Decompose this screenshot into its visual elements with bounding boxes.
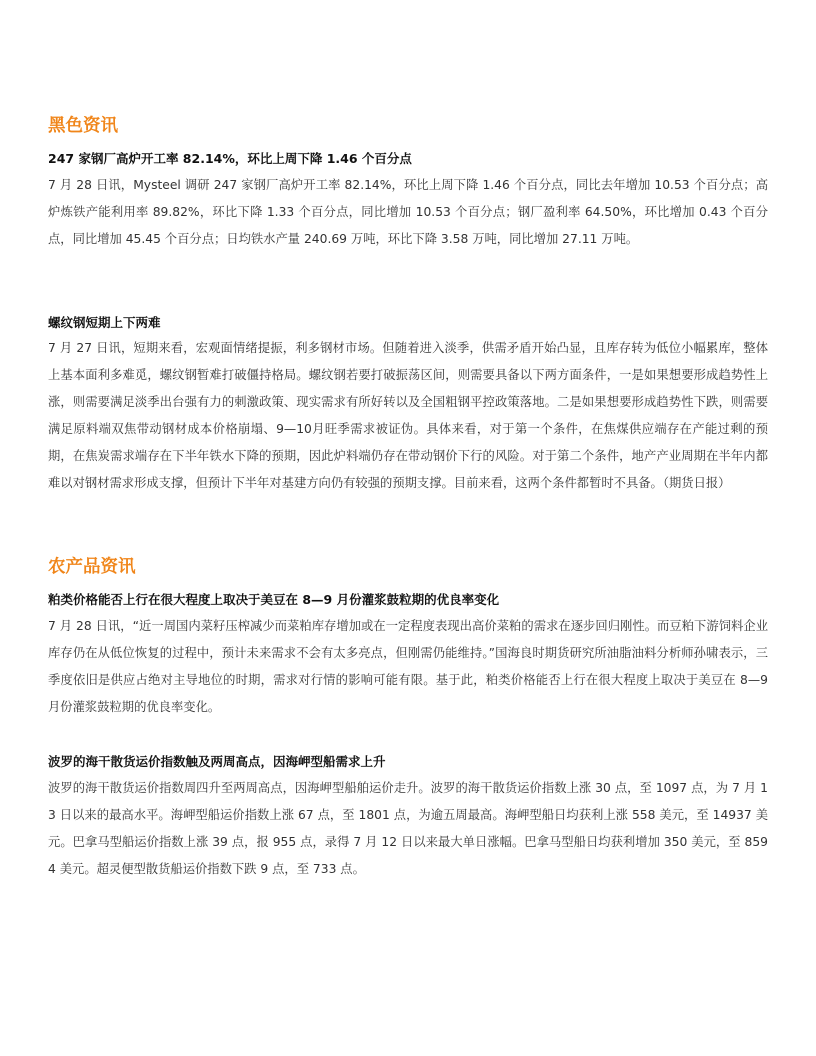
article-body: 7 月 27 日讯，短期来看，宏观面情绪提振，利多钢材市场。但随着进入淡季，供需矛盾开始凸显，且库存转为低位小幅累库，整体上基本面利多难觅，螺纹钢暂难打破僵持格局。螺纹钢若要打破振荡区间，则需要具备以下两方面条件，一是如果想要形成趋势性上涨，则需要满足淡季出台强有力的刺激政策、现实需求有所好转以及全国粗钢平控政策落地。二是如果想要形成趋势性下跌，则需要满足原料端双焦带动钢材成本价格崩塌、9—10月旺季需求被证伪。具体来看，对于第一个条件，在焦煤供应端存在产能过剩的预期，在焦炭需求端存在下半年铁水下降的预期，因此炉料端仍存在带动钢价下行的风险。对于第二个条件，地产产业周期在半年内都难以对钢材需求形成支撑，但预计下半年对基建方向仍有较强的预期支撑。目前来看，这两个条件都暂时不具备。（期货日报） xyxy=(48,341,768,490)
article-title: 螺纹钢短期上下两难 xyxy=(48,315,161,330)
article-body: 波罗的海干散货运价指数周四升至两周高点，因海岬型船舶运价走升。波罗的海干散货运价指数上涨 30 点，至 1097 点，为 7 月 13 日以来的最高水平。海岬型船运价指数上涨 67 点，至 1801 点，为逾五周最高。海岬型船日均获利上涨 558 美元，至 14937 美元。巴拿马型船运价指数上涨 39 点，报 955 点，录得 7 月 12 日以来最大单日涨幅。巴拿马型船日均获利增加 350 美元，至 8594 美元。超灵便型散货船运价指数下跌 9 点，至 733 点。 xyxy=(48,781,768,876)
article-body: 7 月 28 日讯，“近一周国内菜籽压榨减少而菜粕库存增加或在一定程度表现出高价菜粕的需求在逐步回归刚性。而豆粕下游饲料企业库存仍在从低位恢复的过程中，预计未来需求不会有太多亮点，但刚需仍能维持。”国海良时期货研究所油脂油料分析师孙啸表示，三季度依旧是供应占绝对主导地位的时期，需求对行情的影响可能有限。基于此，粕类价格能否上行在很大程度上取决于美豆在 8—9 月份灌浆鼓粒期的优良率变化。 xyxy=(48,619,768,714)
article-title: 粕类价格能否上行在很大程度上取决于美豆在 8—9 月份灌浆鼓粒期的优良率变化 xyxy=(48,592,500,607)
section-title-black: 黑色资讯 xyxy=(48,116,118,136)
article-title: 247 家钢厂高炉开工率 82.14%，环比上周下降 1.46 个百分点 xyxy=(48,151,412,166)
article-title: 波罗的海干散货运价指数触及两周高点，因海岬型船需求上升 xyxy=(48,754,386,769)
section-title-agri: 农产品资讯 xyxy=(48,557,136,577)
article-body: 7 月 28 日讯，Mysteel 调研 247 家钢厂高炉开工率 82.14%，环比上周下降 1.46 个百分点，同比去年增加 10.53 个百分点；高炉炼铁产能利用率 89.82%，环比下降 1.33 个百分点，同比增加 10.53 个百分点；钢厂盈利率 64.50%，环比增加 0.43 个百分点，同比增加 45.45 个百分点；日均铁水产量 240.69 万吨，环比下降 3.58 万吨，同比增加 27.11 万吨。 xyxy=(48,178,768,246)
